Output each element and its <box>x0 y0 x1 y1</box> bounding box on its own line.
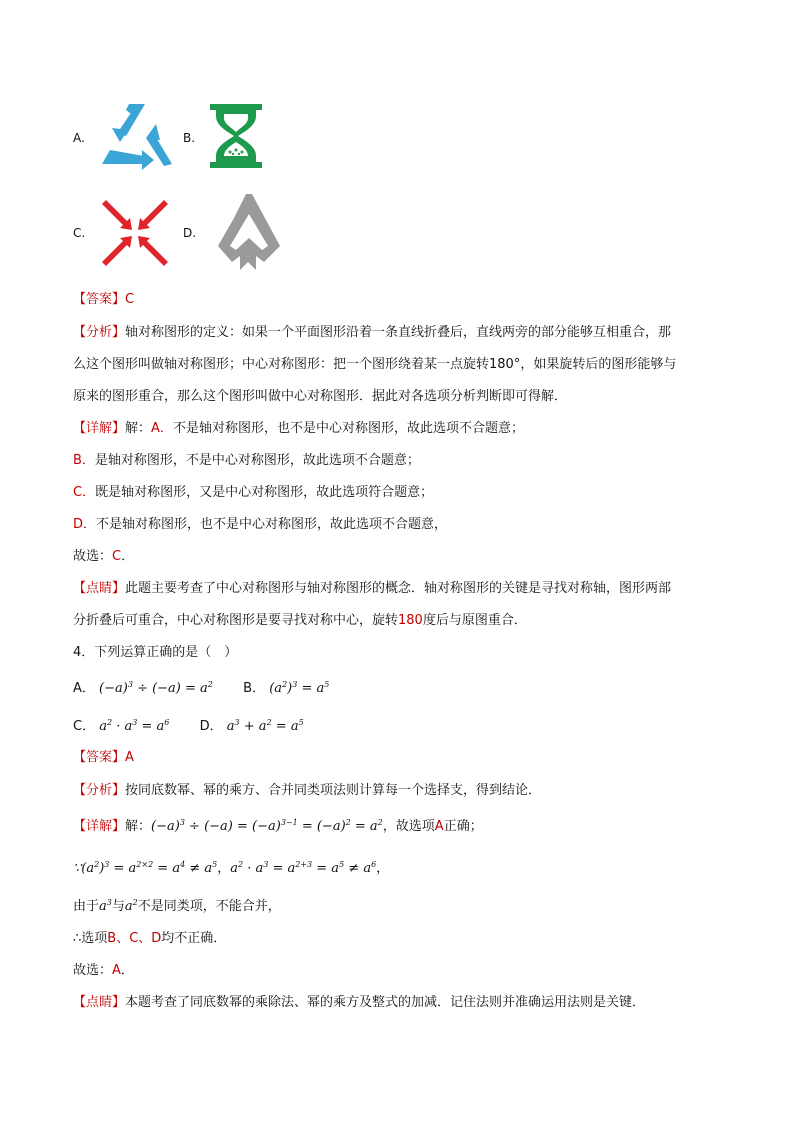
answer-tag: 【答案】 <box>73 750 126 765</box>
detail-prefix-4: ∴选项 <box>73 931 108 946</box>
q4-comment <box>73 994 645 1012</box>
q4-detail-1 <box>73 818 483 836</box>
detail-text-b: 与 <box>111 899 125 914</box>
q3-choose <box>73 548 134 566</box>
q4-detail-2 <box>73 860 389 878</box>
comment-tag: 【点睛】 <box>73 995 126 1010</box>
choose-suffix: ． <box>120 963 134 978</box>
comment-number: 180 <box>398 613 423 628</box>
detail-b-text: 是轴对称图形，不是中心对称图形，故此选项不合题意； <box>94 453 420 468</box>
detail-suffix-b: 正确； <box>443 819 483 834</box>
detail-a-text: 不是轴对称图形，也不是中心对称图形，故此选项不合题意； <box>172 421 524 436</box>
q4-analysis <box>73 782 541 800</box>
option-c-label: C. <box>73 226 86 240</box>
q3-analysis-line-3: 原来的图形重合，那么这个图形叫做中心对称图形．据此对各选项分析判断即可得解． <box>73 389 568 404</box>
answer-tag: 【答案】 <box>73 292 126 307</box>
q4-option-d-label: D． <box>199 719 223 734</box>
answer-value: C <box>125 292 135 307</box>
detail-text-c: 不是同类项，不能合并， <box>137 899 281 914</box>
q4-detail-4 <box>73 930 226 948</box>
detail-formula-3: $a^2 \cdot a^3 = a^{2+3} = a^5 \ne a^6$ <box>230 860 377 876</box>
inward-arrows-icon <box>100 198 170 272</box>
detail-suffix-a: ，故选项 <box>382 819 435 834</box>
option-b-label: B. <box>183 131 196 145</box>
q3-detail-a <box>73 420 524 438</box>
choose-suffix: ． <box>121 549 135 564</box>
choose-prefix: 故选： <box>73 549 113 564</box>
detail-c-letter: C． <box>73 485 96 500</box>
folded-arrow-triangle-icon <box>216 192 282 276</box>
q4-option-a-label: A． <box>73 681 95 696</box>
choose-prefix: 故选： <box>73 963 113 978</box>
hourglass-icon <box>208 102 264 174</box>
q4-options-ab <box>73 680 329 698</box>
comment-text-2a: 分折叠后可重合，中心对称图形是要寻找对称中心，旋转 <box>73 613 399 628</box>
detail-letters: B、C、D <box>107 931 162 946</box>
option-a-label: A. <box>73 131 85 145</box>
detail-tag: 【详解】 <box>73 421 126 436</box>
q4-options-cd <box>73 718 304 736</box>
answer-value: A <box>125 750 134 765</box>
detail-sep: ， <box>217 861 231 876</box>
q3-answer-line <box>73 291 134 309</box>
detail-d-text: 不是轴对称图形，也不是中心对称图形，故此选项不合题意， <box>96 517 448 532</box>
option-d-label: D. <box>183 226 197 240</box>
detail-formula-1: $(-a)^3 \div (-a) = (-a)^{3-1} = (-a)^2 = a^2$ <box>151 818 383 834</box>
detail-tag: 【详解】 <box>73 819 126 834</box>
comment-text-2b: 度后与原图重合． <box>422 613 527 628</box>
detail-a-letter: A． <box>151 421 173 436</box>
detail-c-text: 既是轴对称图形，又是中心对称图形，故此选项符合题意； <box>95 485 434 500</box>
q3-analysis-line-1 <box>73 324 671 342</box>
q4-detail-3 <box>73 898 281 916</box>
detail-term-2: $a^2$ <box>124 898 138 914</box>
detail-prefix: 解： <box>125 421 152 436</box>
q4-option-b-label: B． <box>243 681 266 696</box>
q3-analysis-line-2: 么这个图形叫做轴对称图形；中心对称图形：把一个图形绕着某一点旋转180°，如果旋转后的图形能够与 <box>73 357 677 372</box>
q3-detail-d <box>73 516 447 534</box>
detail-d-letter: D． <box>73 517 97 532</box>
comment-text: 本题考查了同底数幂的乘除法、幂的乘方及整式的加减．记住法则并准确运用法则是关键． <box>125 995 646 1010</box>
analysis-tag: 【分析】 <box>73 325 126 340</box>
detail-term-1: $a^3$ <box>99 898 112 914</box>
detail-text-a: 由于 <box>73 899 100 914</box>
detail-suffix-letter: A <box>434 819 444 834</box>
q4-answer-line <box>73 749 134 767</box>
q4-option-c-label: C． <box>73 719 96 734</box>
detail-b-letter: B． <box>73 453 95 468</box>
analysis-text-1: 轴对称图形的定义：如果一个平面图形沿着一条直线折叠后，直线两旁的部分能够互相重合，那 <box>125 325 672 340</box>
comment-text-1: 此题主要考查了中心对称图形与轴对称图形的概念．轴对称图形的关键是寻找对称轴，图形两部 <box>125 581 672 596</box>
detail-suffix-4: 均不正确． <box>161 931 227 946</box>
q3-detail-c <box>73 484 433 502</box>
q3-comment-1 <box>73 580 671 598</box>
choose-value: A <box>112 963 121 978</box>
comment-tag: 【点睛】 <box>73 581 126 596</box>
q3-comment-2 <box>73 612 527 630</box>
q4-option-a-expr: $(-a)^3 \div (-a) = a^2$ <box>99 680 213 696</box>
q4-choose <box>73 962 134 980</box>
q4-option-d-expr: $a^3 + a^2 = a^5$ <box>226 718 304 734</box>
detail-end: ， <box>376 861 390 876</box>
choose-value: C <box>112 549 122 564</box>
detail-formula-2: $\because(a^2)^3 = a^{2\times 2} = a^4 \ne a^5$ <box>73 860 218 876</box>
q4-option-b-expr: $(a^2)^3 = a^5$ <box>269 680 330 696</box>
recycle-triangle-icon <box>98 100 176 176</box>
detail-prefix: 解： <box>125 819 152 834</box>
analysis-tag: 【分析】 <box>73 783 126 798</box>
q4-option-c-expr: $a^2 \cdot a^3 = a^6$ <box>99 718 170 734</box>
analysis-text: 按同底数幂、幂的乘方、合并同类项法则计算每一个选择支，得到结论． <box>125 783 542 798</box>
q4-stem: 4．下列运算正确的是（ ） <box>73 645 238 660</box>
q3-detail-b <box>73 452 420 470</box>
